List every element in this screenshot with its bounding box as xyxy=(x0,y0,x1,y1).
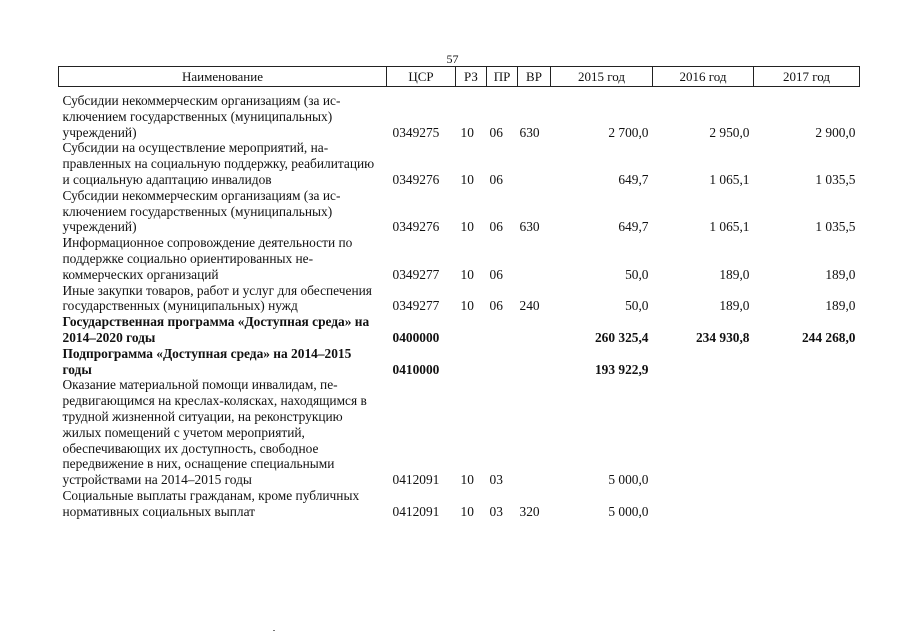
cell-pr: 03 xyxy=(489,503,503,519)
cell-2016 xyxy=(653,488,754,520)
cell-rz: 10 xyxy=(460,124,474,140)
cell-2016: 189,0 xyxy=(719,298,750,314)
cell-pr: 06 xyxy=(489,124,503,140)
cell-2017: 189,0 xyxy=(825,266,856,282)
cell-name: Оказание материальной помощи инвалидам, передвигающимся на креслах-колясках, находящимся в трудной жизненной ситуации, на реконструкцию жилых помещений с учетом мероприятий, обеспечивающих их доступность, свободное передвижение в них, оснащение специальными устройствами на 2014–2015 годы xyxy=(62,377,367,488)
cell-2017: 244 268,0 xyxy=(801,329,856,345)
cell-csr: 0349276 xyxy=(392,171,440,187)
cell-vr xyxy=(518,140,551,187)
cell-name: Социальные выплаты гражданам, кроме публичных нормативных социальных выплат xyxy=(62,487,360,519)
cell-pr xyxy=(487,346,518,378)
cell-2015: 2 700,0 xyxy=(608,124,649,140)
header-row xyxy=(59,67,860,87)
cell-2016: 1 065,1 xyxy=(709,219,750,235)
cell-2015: 260 325,4 xyxy=(594,329,649,345)
cell-2017: 2 900,0 xyxy=(815,124,856,140)
cell-2015: 649,7 xyxy=(618,219,649,235)
budget-table xyxy=(58,66,860,520)
cell-vr xyxy=(518,346,551,378)
cell-rz: 10 xyxy=(460,472,474,488)
table-header xyxy=(59,67,860,87)
cell-vr xyxy=(518,314,551,346)
cell-csr: 0349277 xyxy=(392,298,440,314)
cell-pr: 03 xyxy=(489,472,503,488)
cell-vr: 240 xyxy=(519,298,540,314)
cell-2015: 50,0 xyxy=(625,266,649,282)
cell-2017 xyxy=(754,488,860,520)
cell-rz xyxy=(456,346,487,378)
cell-rz: 10 xyxy=(460,219,474,235)
table-row xyxy=(59,377,860,488)
cell-csr: 0349276 xyxy=(392,219,440,235)
cell-name: Подпрограмма «Доступная среда» на 2014–2015 годы xyxy=(62,345,352,377)
table-row xyxy=(59,188,860,235)
cell-rz: 10 xyxy=(460,298,474,314)
cell-csr: 0349277 xyxy=(392,266,440,282)
cell-name: Иные закупки товаров, работ и услуг для обеспечения государственных (муниципальных) нужд xyxy=(62,282,372,314)
cell-2017: 1 035,5 xyxy=(815,219,856,235)
cell-pr: 06 xyxy=(489,266,503,282)
cell-vr xyxy=(518,377,551,488)
cell-csr: 0400000 xyxy=(392,329,440,345)
cell-name: Субсидии на осуществление мероприятий, направленных на социальную поддержку, реабилитацию и социальную адаптацию инвалидов xyxy=(62,140,375,187)
table-row xyxy=(59,140,860,187)
header-2017: 2017 год xyxy=(754,67,860,87)
header-pr: ПР xyxy=(487,67,518,87)
cell-pr xyxy=(487,314,518,346)
cell-vr xyxy=(518,235,551,282)
cell-pr: 06 xyxy=(489,298,503,314)
header-vr: ВР xyxy=(518,67,551,87)
cell-2015: 193 922,9 xyxy=(594,361,649,377)
cell-rz: 10 xyxy=(460,171,474,187)
cell-2016 xyxy=(653,346,754,378)
cell-2016: 189,0 xyxy=(719,266,750,282)
header-2016: 2016 год xyxy=(653,67,754,87)
scan-artifact xyxy=(273,630,275,631)
cell-vr: 320 xyxy=(519,503,540,519)
page-number: 57 xyxy=(446,52,459,66)
cell-2015: 5 000,0 xyxy=(608,472,649,488)
cell-pr: 06 xyxy=(489,219,503,235)
cell-rz xyxy=(456,314,487,346)
table-row xyxy=(59,235,860,282)
cell-2016: 2 950,0 xyxy=(709,124,750,140)
cell-2015: 5 000,0 xyxy=(608,503,649,519)
table-row xyxy=(59,488,860,520)
table-row-subprogram xyxy=(59,346,860,378)
cell-2017 xyxy=(754,377,860,488)
cell-rz: 10 xyxy=(460,503,474,519)
cell-2015: 50,0 xyxy=(625,298,649,314)
cell-2017: 189,0 xyxy=(825,298,856,314)
cell-name: Информационное сопровождение деятельности по поддержке социально ориентированных некоммерческих организаций xyxy=(62,235,353,282)
cell-2016: 1 065,1 xyxy=(709,171,750,187)
cell-2016: 234 930,8 xyxy=(695,329,750,345)
cell-pr: 06 xyxy=(489,171,503,187)
cell-csr: 0349275 xyxy=(392,124,440,140)
header-csr: ЦСР xyxy=(387,67,456,87)
cell-2015: 649,7 xyxy=(618,171,649,187)
cell-csr: 0412091 xyxy=(392,472,440,488)
header-name: Наименование xyxy=(59,67,387,87)
cell-name: Государственная программа «Доступная среда» на 2014–2020 годы xyxy=(62,314,370,345)
table-row-program xyxy=(59,314,860,346)
cell-name: Субсидии некоммерческим организациям (за исключением государственных (муниципальных) учреждений) xyxy=(62,187,341,235)
cell-2016 xyxy=(653,377,754,488)
table-body xyxy=(59,87,860,520)
cell-csr: 0412091 xyxy=(392,503,440,519)
cell-2017: 1 035,5 xyxy=(815,171,856,187)
cell-name: Субсидии некоммерческим организациям (за исключением государственных (муниципальных) учреждений) xyxy=(62,93,341,140)
cell-vr: 630 xyxy=(519,124,540,140)
cell-rz: 10 xyxy=(460,266,474,282)
cell-2017 xyxy=(754,346,860,378)
header-2015: 2015 год xyxy=(551,67,653,87)
table-row xyxy=(59,283,860,315)
header-rz: РЗ xyxy=(456,67,487,87)
cell-csr: 0410000 xyxy=(392,361,440,377)
cell-vr: 630 xyxy=(519,219,540,235)
table-row xyxy=(59,87,860,141)
